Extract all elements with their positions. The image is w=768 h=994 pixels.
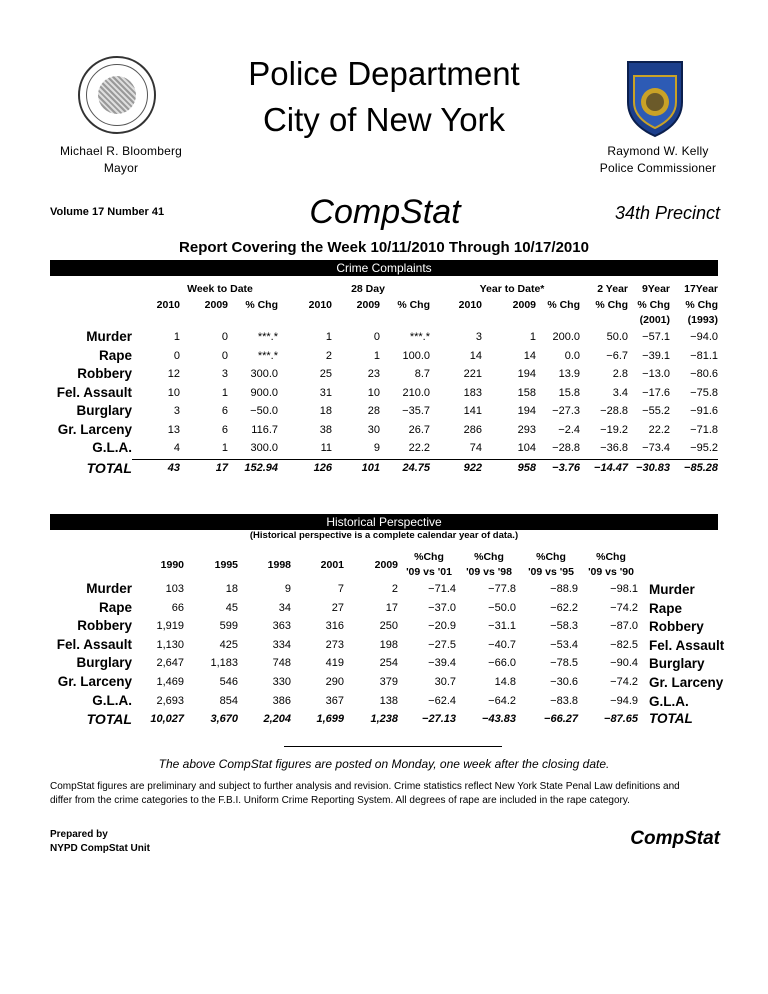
table-cell: 1: [373, 349, 380, 362]
table-cell: −58.3: [550, 620, 578, 633]
table-cell: 6: [221, 423, 228, 436]
table-cell: 1: [173, 331, 180, 343]
table-cell: 210.0: [402, 386, 430, 399]
year-header: 2001: [320, 559, 344, 571]
row-label: Burglary: [76, 403, 132, 418]
column-header: 2010: [458, 299, 482, 311]
table-cell: 9: [373, 442, 380, 454]
table-cell: 546: [219, 676, 238, 688]
table-cell: 290: [325, 676, 344, 688]
table-cell: −90.4: [610, 657, 638, 670]
footer-rule: [284, 746, 502, 747]
table-cell: −53.4: [550, 638, 578, 651]
table-cell: ***.*: [257, 331, 278, 343]
table-cell: 0: [373, 331, 380, 343]
table-cell: 1,130: [156, 638, 184, 651]
table-cell: 2,693: [156, 694, 184, 707]
total-cell: −87.65: [604, 713, 638, 725]
table-cell: 8.7: [414, 368, 430, 380]
table-cell: −83.8: [550, 694, 578, 707]
nypd-badge-icon: [622, 58, 688, 138]
table-cell: 34: [278, 601, 291, 614]
table-cell: 1,183: [210, 657, 238, 670]
column-subheader: (1993): [687, 314, 718, 326]
table-cell: −57.1: [642, 331, 670, 343]
year-header: 1995: [214, 559, 238, 571]
table-cell: −66.0: [488, 657, 516, 670]
total-cell: −30.83: [636, 462, 670, 474]
chg-header: %Chg: [536, 551, 566, 563]
crime-complaints-bar: Crime Complaints: [50, 260, 718, 276]
page-title-line2: City of New York: [262, 101, 506, 138]
total-cell: 2,204: [263, 713, 291, 725]
row-label: Gr. Larceny: [57, 674, 132, 689]
column-header: % Chg: [245, 299, 278, 311]
group-header: Year to Date*: [479, 283, 545, 295]
total-cell: 43: [167, 462, 180, 474]
chg-header: %Chg: [596, 551, 626, 563]
table-cell: −39.4: [428, 657, 456, 670]
table-cell: −27.5: [428, 638, 456, 651]
page-title-line1: Police Department: [248, 55, 520, 92]
table-cell: −2.4: [558, 423, 580, 436]
row-label: Robbery: [77, 366, 132, 381]
total-label: TOTAL: [86, 711, 132, 727]
commissioner-title: Police Commissioner: [599, 161, 717, 175]
table-cell: 12: [167, 368, 180, 380]
table-cell: −64.2: [488, 694, 516, 707]
table-cell: 0: [221, 349, 228, 362]
row-label: G.L.A.: [92, 692, 132, 708]
table-cell: −98.1: [610, 583, 638, 595]
table-cell: 22.2: [648, 423, 670, 436]
table-cell: 1,919: [156, 620, 184, 633]
column-header: % Chg: [637, 299, 670, 311]
table-cell: 194: [517, 368, 536, 380]
table-cell: −35.7: [402, 405, 430, 417]
row-label-right: Rape: [649, 600, 683, 616]
table-cell: 1: [221, 442, 228, 454]
year-header: 1998: [267, 559, 291, 571]
row-label-right: Fel. Assault: [649, 637, 725, 653]
total-cell: 152.94: [244, 462, 278, 474]
row-label-right: Murder: [649, 582, 695, 597]
row-label: Gr. Larceny: [57, 421, 132, 437]
table-cell: 254: [379, 657, 398, 670]
total-cell: −3.76: [552, 462, 580, 474]
table-cell: 13.9: [558, 368, 580, 380]
table-cell: −40.7: [488, 638, 516, 651]
row-label: Fel. Assault: [56, 384, 132, 400]
row-label: Rape: [98, 347, 132, 363]
table-cell: 2.8: [612, 368, 628, 380]
table-cell: 74: [469, 442, 482, 454]
table-cell: 0.0: [564, 349, 580, 362]
table-cell: 2,647: [156, 657, 184, 670]
table-cell: 200.0: [552, 331, 580, 343]
table-cell: 23: [367, 368, 380, 380]
table-cell: −28.8: [600, 405, 628, 417]
table-cell: 330: [272, 676, 291, 688]
chg-subheader: '09 vs '01: [406, 566, 452, 578]
group-header: 9Year: [641, 283, 670, 295]
mayor-name: Michael R. Bloomberg: [59, 144, 183, 158]
year-header: 2009: [374, 559, 398, 571]
table-cell: 10: [367, 386, 380, 399]
table-cell: 26.7: [408, 423, 430, 436]
total-cell: 3,670: [210, 713, 238, 725]
total-cell: 17: [215, 462, 228, 474]
table-cell: 0: [173, 349, 180, 362]
column-header: 2009: [356, 299, 380, 311]
table-cell: 599: [219, 620, 238, 633]
table-cell: 14: [523, 349, 536, 362]
row-label-right: Burglary: [649, 656, 705, 672]
total-rule: [132, 459, 718, 460]
table-cell: −94.0: [690, 331, 718, 343]
table-cell: 900.0: [250, 386, 278, 399]
table-cell: −20.9: [428, 620, 456, 633]
table-cell: 14: [469, 349, 482, 362]
table-cell: −36.8: [600, 442, 628, 454]
prepared-unit: NYPD CompStat Unit: [50, 843, 150, 854]
row-label: Robbery: [77, 618, 132, 634]
table-cell: 18: [225, 583, 238, 595]
table-cell: −6.7: [606, 349, 628, 362]
table-cell: −50.0: [250, 405, 278, 417]
table-cell: 3: [475, 331, 482, 343]
table-cell: 198: [379, 638, 398, 651]
table-cell: −74.2: [610, 676, 638, 688]
table-cell: 25: [319, 368, 332, 380]
commissioner-name: Raymond W. Kelly: [607, 144, 709, 158]
table-cell: 9: [284, 583, 291, 595]
table-cell: −13.0: [642, 368, 670, 380]
table-cell: 300.0: [250, 368, 278, 380]
table-cell: 363: [272, 620, 291, 633]
total-cell: −66.27: [544, 713, 578, 725]
historical-bar: Historical Perspective: [50, 514, 718, 530]
table-cell: −37.0: [428, 601, 456, 614]
volume-number: Volume 17 Number 41: [50, 206, 165, 218]
table-cell: 250: [379, 620, 398, 633]
table-cell: −91.6: [690, 405, 718, 417]
table-cell: 221: [463, 368, 482, 380]
row-label: G.L.A.: [92, 440, 132, 455]
disclaimer-line2: differ from the crime categories to the F.B.I. Uniform Crime Reporting System. All degrees of rape are included in the rape category.: [50, 795, 630, 806]
table-cell: 45: [225, 601, 238, 614]
table-cell: −87.0: [610, 620, 638, 633]
compstat-heading: CompStat: [309, 193, 461, 231]
row-label-right: Gr. Larceny: [649, 675, 724, 690]
group-header: Week to Date: [187, 283, 253, 295]
table-cell: ***.*: [409, 331, 430, 343]
table-cell: 22.2: [408, 442, 430, 454]
table-cell: −77.8: [488, 583, 516, 595]
column-header: % Chg: [397, 299, 430, 311]
table-cell: 11: [320, 442, 332, 454]
column-header: % Chg: [547, 299, 580, 311]
total-cell: −85.28: [684, 462, 718, 474]
table-cell: 1,469: [156, 676, 184, 688]
group-header: 28 Day: [351, 283, 385, 295]
table-cell: 138: [379, 694, 398, 707]
total-label-right: TOTAL: [649, 711, 693, 726]
column-header: 2010: [156, 299, 180, 311]
table-cell: 30: [367, 423, 380, 436]
row-label: Fel. Assault: [56, 636, 132, 652]
row-label: Rape: [98, 599, 132, 615]
table-cell: 3: [221, 368, 228, 380]
table-cell: 28: [367, 405, 380, 417]
table-cell: 286: [463, 423, 482, 436]
chg-header: %Chg: [414, 551, 444, 563]
table-cell: 293: [517, 423, 536, 436]
mayor-title: Mayor: [103, 161, 139, 175]
table-cell: 0: [221, 331, 228, 343]
table-cell: 27: [331, 601, 344, 614]
table-cell: −27.3: [552, 405, 580, 417]
table-cell: 4: [173, 442, 180, 454]
table-cell: 14.8: [494, 676, 516, 688]
table-cell: 66: [171, 601, 184, 614]
prepared-by: Prepared by: [50, 829, 108, 840]
column-header: 2009: [204, 299, 228, 311]
table-cell: 103: [165, 583, 184, 595]
historical-note: (Historical perspective is a complete calendar year of data.): [249, 530, 519, 541]
table-cell: −71.4: [428, 583, 456, 595]
table-cell: 2: [391, 583, 398, 595]
column-header: % Chg: [685, 299, 718, 311]
table-cell: 386: [272, 694, 291, 707]
table-cell: 18: [319, 405, 332, 417]
table-cell: 116.7: [251, 423, 278, 436]
table-cell: 100.0: [402, 349, 430, 362]
table-cell: 183: [463, 386, 482, 399]
table-cell: −28.8: [552, 442, 580, 454]
table-cell: 30.7: [434, 676, 456, 688]
table-cell: −95.2: [690, 442, 718, 454]
table-cell: 316: [325, 620, 344, 633]
total-cell: 10,027: [150, 713, 184, 725]
total-cell: 126: [313, 462, 332, 474]
table-cell: −78.5: [550, 657, 578, 670]
row-label: Burglary: [76, 655, 132, 671]
table-cell: −17.6: [642, 386, 670, 399]
table-cell: −62.4: [428, 694, 456, 707]
group-header: 2 Year: [597, 283, 628, 295]
table-cell: 15.8: [558, 386, 580, 399]
table-cell: 3: [173, 405, 180, 417]
table-cell: 158: [517, 386, 536, 399]
total-cell: 24.75: [402, 462, 430, 474]
table-cell: −19.2: [600, 423, 628, 436]
total-cell: 958: [517, 462, 536, 474]
posted-note: The above CompStat figures are posted on Monday, one week after the closing date.: [158, 757, 610, 771]
table-cell: −73.4: [642, 442, 670, 454]
total-cell: 1,699: [316, 713, 344, 725]
precinct-label: 34th Precinct: [614, 203, 720, 223]
table-cell: 1: [529, 331, 536, 343]
row-label-right: Robbery: [649, 619, 704, 635]
table-cell: −50.0: [488, 601, 516, 614]
table-cell: −71.8: [690, 423, 718, 436]
total-cell: −43.83: [482, 713, 516, 725]
total-cell: −14.47: [594, 462, 628, 474]
table-cell: −81.1: [690, 349, 718, 362]
table-cell: 1: [221, 386, 228, 399]
chg-subheader: '09 vs '95: [528, 566, 574, 578]
table-cell: −55.2: [642, 405, 670, 417]
table-cell: −62.2: [550, 601, 578, 614]
table-cell: 273: [325, 638, 344, 651]
table-cell: 31: [319, 386, 332, 399]
table-cell: −31.1: [488, 620, 516, 633]
disclaimer-line1: CompStat figures are preliminary and subject to further analysis and revision. Crime statistics reflect New York State Penal Law definitions and: [50, 781, 680, 792]
chg-subheader: '09 vs '90: [588, 566, 634, 578]
table-cell: −30.6: [550, 676, 578, 688]
row-label-right: G.L.A.: [649, 693, 689, 709]
total-cell: 1,238: [370, 713, 398, 725]
compstat-footer-logo: CompStat: [630, 828, 720, 849]
table-cell: 6: [221, 405, 228, 417]
table-cell: −94.9: [610, 694, 638, 707]
table-cell: −75.8: [690, 386, 718, 399]
row-label: Murder: [86, 581, 132, 596]
table-cell: 10: [167, 386, 180, 399]
table-cell: 334: [272, 638, 291, 651]
total-label: TOTAL: [86, 460, 132, 476]
table-cell: 1: [325, 331, 332, 343]
column-subheader: (2001): [639, 314, 670, 326]
table-cell: 3.4: [612, 386, 628, 399]
column-header: 2010: [308, 299, 332, 311]
chg-header: %Chg: [474, 551, 504, 563]
column-header: % Chg: [595, 299, 628, 311]
table-cell: 425: [219, 638, 238, 651]
table-cell: 300.0: [250, 442, 278, 454]
table-cell: −39.1: [642, 349, 670, 362]
table-cell: 748: [272, 657, 291, 670]
table-cell: 194: [517, 405, 536, 417]
column-header: 2009: [512, 299, 536, 311]
table-cell: −80.6: [690, 368, 718, 380]
city-seal-icon: [78, 56, 156, 134]
table-cell: 17: [385, 601, 398, 614]
table-cell: −74.2: [610, 601, 638, 614]
report-period: Report Covering the Week 10/11/2010 Through 10/17/2010: [179, 239, 589, 256]
table-cell: 141: [463, 405, 482, 417]
chg-subheader: '09 vs '98: [466, 566, 512, 578]
table-cell: 7: [337, 583, 344, 595]
table-cell: 38: [319, 423, 332, 436]
table-cell: ***.*: [257, 349, 278, 362]
table-cell: 104: [517, 442, 536, 454]
year-header: 1990: [160, 559, 184, 571]
row-label: Murder: [86, 329, 132, 344]
table-cell: 379: [379, 676, 398, 688]
total-cell: 922: [463, 462, 482, 474]
table-cell: 13: [167, 423, 180, 436]
table-cell: 2: [325, 349, 332, 362]
total-cell: 101: [361, 462, 380, 474]
total-cell: −27.13: [422, 713, 456, 725]
table-cell: −88.9: [550, 583, 578, 595]
table-cell: 854: [219, 694, 238, 707]
table-cell: 50.0: [606, 331, 628, 343]
table-cell: 419: [325, 657, 344, 670]
table-cell: −82.5: [610, 638, 638, 651]
group-header: 17Year: [684, 283, 718, 295]
table-cell: 367: [325, 694, 344, 707]
